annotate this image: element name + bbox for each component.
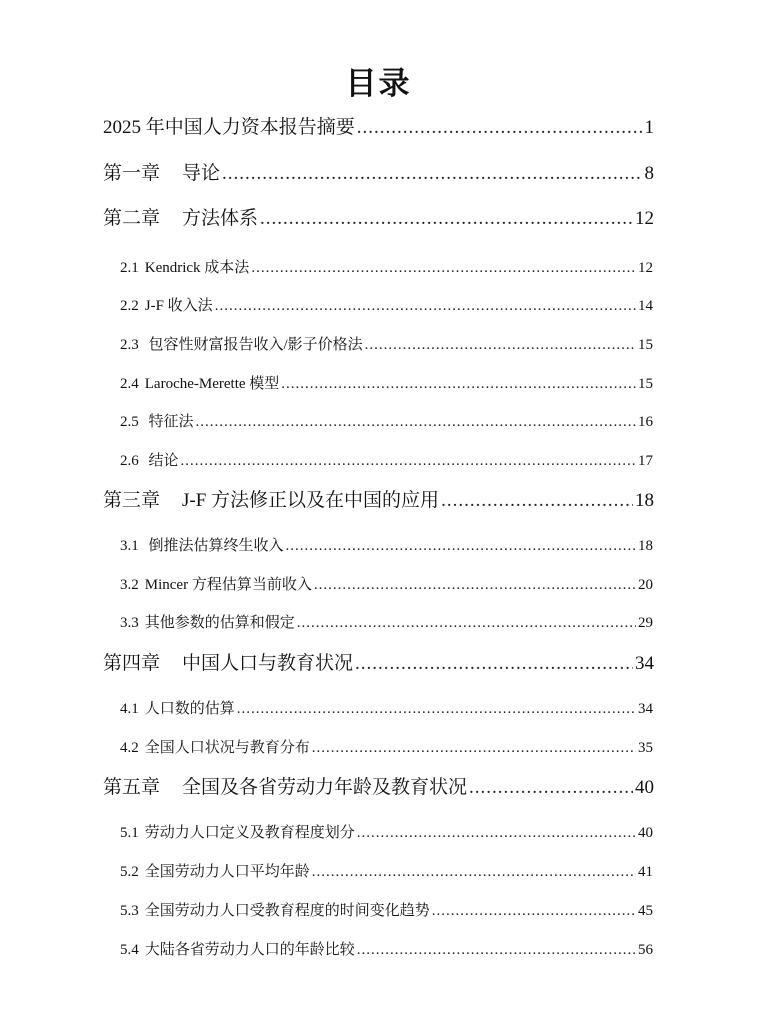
toc-entry-label [120,573,312,594]
toc-page-number: 40 [638,825,653,841]
dot-leader [355,653,633,675]
toc-entry-text: J-F 收入法 [144,298,213,314]
toc-entry-text: 全国劳动力人口平均年龄 [144,864,310,880]
toc-page-number: 56 [638,942,653,958]
toc-entry-number: 2.4 [120,376,139,392]
toc-section-entry[interactable] [120,534,653,555]
toc-entry-label [120,294,213,315]
toc-entry-text: 劳动力人口定义及教育程度划分 [144,825,355,841]
toc-page-number: 16 [638,414,653,430]
toc-section-entry[interactable] [120,294,653,315]
dot-leader [196,414,636,431]
toc-entry-label [103,203,258,230]
toc-entry-text: 方法体系 [182,208,259,229]
dot-leader [222,163,642,185]
toc-entry-label [120,697,235,718]
toc-entry-label [120,410,194,431]
toc-entry-text: 全国劳动力人口受教育程度的时间变化趋势 [144,903,430,919]
toc-entry-label [120,534,284,555]
toc-entry-number: 5.1 [120,825,139,841]
toc-entry-text: J-F 方法修正以及在中国的应用 [182,490,440,511]
toc-section-entry[interactable] [120,938,653,959]
toc-page-number: 18 [635,490,654,511]
toc-page-number: 20 [638,577,653,593]
toc-section-entry[interactable] [120,333,653,354]
toc-chapter-entry[interactable] [103,203,654,230]
dot-leader [286,538,636,555]
toc-entry-text: 结论 [148,453,179,469]
dot-leader [365,337,636,354]
toc-entry-label [103,485,439,512]
dot-leader [441,490,633,512]
toc-entry-number: 第四章 [103,653,161,674]
toc-entry-number: 2.2 [120,298,139,314]
toc-page-number: 45 [638,903,653,919]
toc-section-entry[interactable] [120,611,653,632]
toc-entry-number: 5.3 [120,903,139,919]
dot-leader [237,701,636,718]
toc-page-number: 15 [638,337,653,353]
toc-section-entry[interactable] [120,256,653,277]
toc-entry-label [103,772,467,799]
toc-entry-number: 2.5 [120,414,143,430]
dot-leader [357,942,636,959]
toc-entry-label [120,372,279,393]
dot-leader [260,208,633,230]
toc-entry-label [103,648,353,675]
dot-leader [312,864,636,881]
toc-section-entry[interactable] [120,449,653,470]
toc-chapter-entry[interactable] [103,648,654,675]
toc-title: 目录 [345,66,412,102]
toc-page-number: 18 [638,538,653,554]
toc-page-number: 34 [635,653,654,674]
toc-entry-number: 5.2 [120,864,139,880]
toc-entry-label [103,158,220,185]
toc-chapter-entry[interactable] [103,158,654,185]
toc-entry-label [120,899,430,920]
toc-entry-text: 全国人口状况与教育分布 [144,740,310,756]
toc-entry-label [120,860,310,881]
toc-section-entry[interactable] [120,697,653,718]
toc-entry-text: 大陆各省劳动力人口的年龄比较 [144,942,355,958]
toc-entry-text: 中国人口与教育状况 [182,653,354,674]
dot-leader [251,260,636,277]
toc-entry-number: 4.1 [120,701,139,717]
dot-leader [312,740,636,757]
toc-section-entry[interactable] [120,899,653,920]
toc-entry-label [120,611,295,632]
toc-page-number: 1 [644,117,654,138]
toc-entry-text: 人口数的估算 [144,701,235,717]
toc-entry-number: 3.1 [120,538,143,554]
toc-entry-label [103,112,355,139]
dot-leader [432,903,636,920]
toc-entry-text: 2025 年中国人力资本报告摘要 [103,117,355,138]
toc-section-entry[interactable] [120,860,653,881]
dot-leader [314,577,636,594]
toc-section-entry[interactable] [120,410,653,431]
toc-entry-number: 2.6 [120,453,143,469]
toc-entry-label [120,333,363,354]
dot-leader [357,117,643,139]
toc-entry-number: 第二章 [103,208,161,229]
toc-section-entry[interactable] [120,821,653,842]
toc-entry-number: 2.1 [120,260,139,276]
toc-section-entry[interactable] [120,372,653,393]
toc-entry-label [120,938,355,959]
toc-page-number: 15 [638,376,653,392]
toc-entry-number: 第五章 [103,777,161,798]
toc-entry-text: Mincer 方程估算当前收入 [144,577,312,593]
toc-entry-text: 导论 [182,163,221,184]
dot-leader [215,298,636,315]
toc-page-number: 8 [644,163,654,184]
toc-page-number: 12 [638,260,653,276]
toc-page-number: 17 [638,453,653,469]
toc-page-number: 29 [638,615,653,631]
toc-section-entry[interactable] [120,573,653,594]
toc-entry-text: 全国及各省劳动力年龄及教育状况 [182,777,468,798]
toc-entry-text: Kendrick 成本法 [144,260,250,276]
toc-chapter-entry[interactable] [103,112,654,139]
toc-entry-text: 其他参数的估算和假定 [144,615,295,631]
toc-entry-label [120,821,355,842]
toc-entry-number: 3.2 [120,577,139,593]
dot-leader [281,376,636,393]
toc-entry-number: 第一章 [103,163,161,184]
toc-entry-text: Laroche-Merette 模型 [144,376,280,392]
toc-entry-number: 第三章 [103,490,161,511]
toc-entry-number: 5.4 [120,942,139,958]
toc-entry-label [120,736,310,757]
dot-leader [469,777,633,799]
dot-leader [297,615,636,632]
toc-page-number: 14 [638,298,653,314]
toc-entry-text: 特征法 [148,414,194,430]
toc-entry-number: 4.2 [120,740,139,756]
toc-entry-text: 倒推法估算终生收入 [148,538,284,554]
dot-leader [357,825,636,842]
toc-page-number: 35 [638,740,653,756]
toc-section-entry[interactable] [120,736,653,757]
toc-entry-label [120,449,179,470]
toc-entry-number: 2.3 [120,337,143,353]
toc-entry-number: 3.3 [120,615,139,631]
toc-chapter-entry[interactable] [103,772,654,799]
toc-page-number: 40 [635,777,654,798]
toc-chapter-entry[interactable] [103,485,654,512]
dot-leader [181,453,636,470]
toc-page-number: 41 [638,864,653,880]
toc-entry-text: 包容性财富报告收入/影子价格法 [148,337,363,353]
toc-page-number: 12 [635,208,654,229]
toc-entry-label [120,256,249,277]
toc-page-number: 34 [638,701,653,717]
